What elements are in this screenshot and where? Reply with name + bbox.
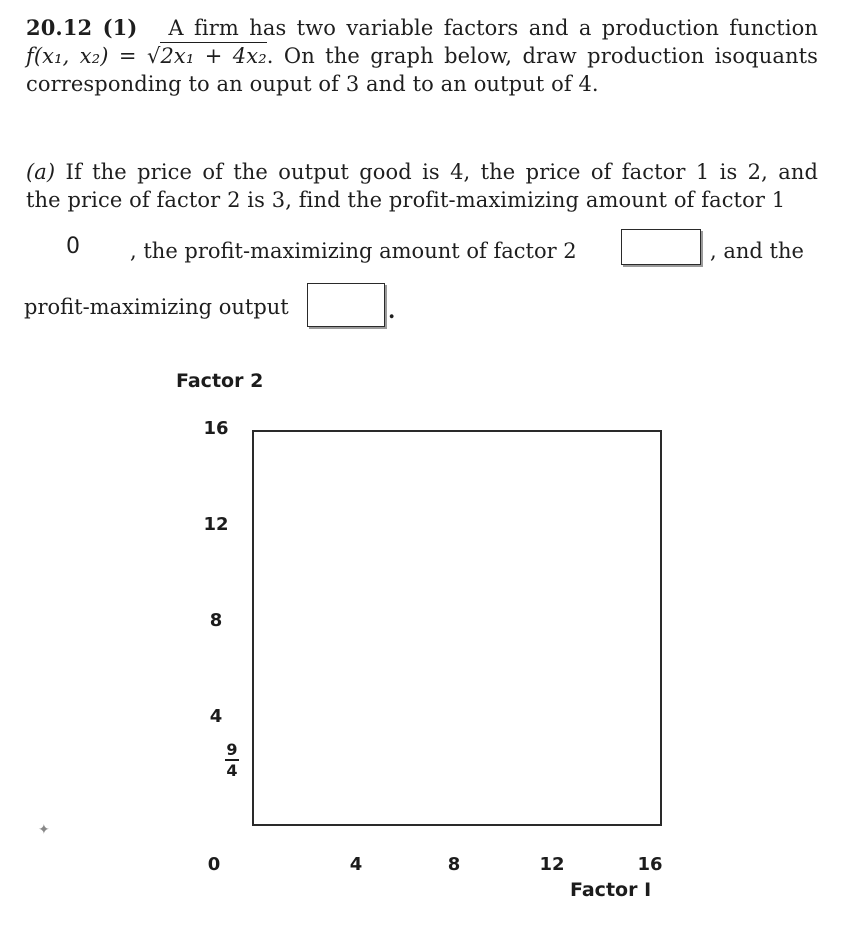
part-a-line-1-text: If the price of the output good is 4, the price of factor 1 is 2, and	[65, 160, 818, 184]
y-tick-16: 16	[203, 418, 229, 439]
problem-line-2	[26, 42, 818, 70]
part-a-text	[26, 158, 818, 214]
y-tick-frac-numerator: 9	[226, 740, 238, 759]
part-a-line-1	[26, 158, 818, 186]
sqrt-sign: √	[146, 44, 161, 68]
part-a-label: (a)	[26, 160, 56, 184]
x-tick-16: 16	[637, 854, 663, 875]
part-a-line-3-mid: , the profit-maximizing amount of factor 2	[130, 239, 577, 263]
part-a-line-4-end: .	[388, 298, 396, 323]
y-axis-label: Factor 2	[176, 370, 264, 392]
x-tick-4: 4	[349, 854, 363, 875]
problem-intro: A firm has two variable factors and a production function	[168, 16, 819, 40]
problem-intro-rest: . On the graph below, draw production isoquants	[266, 44, 818, 68]
problem-number: 20.12	[26, 15, 93, 40]
part-a-line-2: the price of factor 2 is 3, find the profit-maximizing amount of factor 1	[26, 188, 786, 212]
x-tick-0: 0	[207, 854, 221, 875]
factor1-answer: 0	[66, 234, 80, 259]
y-tick-4: 4	[209, 706, 223, 727]
x-axis-label: Factor I	[570, 879, 652, 901]
production-function-arg: 2x₁ + 4x₂	[160, 44, 267, 68]
y-tick-8: 8	[209, 610, 223, 631]
y-tick-9-over-4	[222, 741, 242, 779]
factor2-answer-box[interactable]	[621, 229, 701, 265]
output-answer-box[interactable]	[307, 283, 385, 327]
x-tick-8: 8	[447, 854, 461, 875]
production-function-lhs: f(x₁, x₂) =	[26, 44, 147, 68]
problem-line-3: corresponding to an ouput of 3 and to an output of 4.	[26, 72, 599, 96]
part-a-line-3-end: , and the	[710, 239, 804, 263]
x-tick-12: 12	[539, 854, 565, 875]
problem-statement	[26, 14, 818, 98]
y-tick-frac-denominator: 4	[226, 761, 238, 780]
y-tick-12: 12	[203, 514, 229, 535]
problem-difficulty: (1)	[102, 15, 138, 40]
scan-speck: ✦	[38, 822, 50, 838]
part-a-line-4: profit-maximizing output	[24, 295, 289, 319]
plot-area[interactable]	[252, 430, 662, 826]
problem-line-1	[26, 14, 818, 42]
